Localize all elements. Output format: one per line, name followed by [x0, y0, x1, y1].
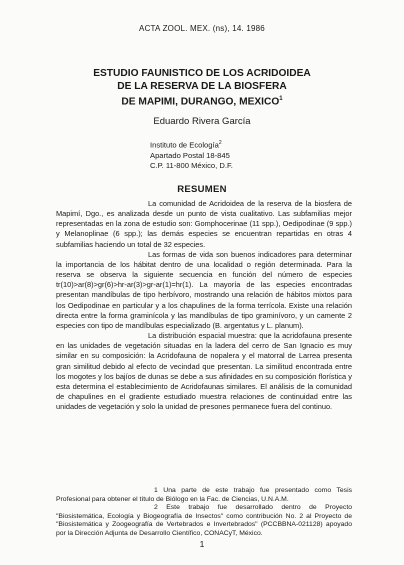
title-line-text: DE MAPIMI, DURANGO, MEXICO	[121, 96, 280, 108]
journal-header: ACTA ZOOL. MEX. (ns), 14. 1986	[139, 24, 265, 33]
title-footnote-marker: 1	[279, 96, 283, 102]
abstract-paragraph: Las formas de vida son buenos indicadores para determinar la importancia de los hábitat dentro de una localidad o región determinada. Para la reserva se observa la siguiente secuencia en función del número de especies tr(10)>ar(8)>gr(6)>hr-ar(3)>gr-ar(1)=hr(1). La mayoría de las especies encontradas presentan mandíbulas de tipo herbívoro, mostrando una relación de hábitos mixtos para los Oedipodinae en particular y a los chapulines de la forma terrícola. Existe una relación directa entre la forma graminícola y las mandíbulas de tipo graminívoro, y un camente 2 especies con tipo de mandíbulas especializado (B. argentatus y L. planum).	[56, 249, 352, 330]
page-number: 1	[199, 539, 205, 549]
article-title	[40, 67, 364, 108]
author-affiliation	[150, 138, 330, 171]
institute-name: Instituto de Ecología	[150, 140, 219, 150]
affiliation-city: C.P. 11-800 México, D.F.	[150, 160, 233, 170]
affiliation-apartado: Apartado Postal 18-845	[150, 150, 230, 160]
author-name: Eduardo Rivera García	[153, 116, 251, 127]
abstract-body	[56, 199, 352, 412]
title-line: ESTUDIO FAUNISTICO DE LOS ACRIDOIDEA	[93, 68, 311, 79]
abstract-paragraph: La distribución espacial muestra: que la acridofauna presente en las unidades de vegetación situadas en la ladera del cerro de San Ignacio es muy similar en su composición: la Acridofauna de nopalera y el matorral de Larrea presenta gran similitud debido al efecto de vecindad que presentan. La similitud encontrada entre los mogotes y los bajíos de dunas se debe a sus afinidades en su composición florística y esta determina el establecimiento de Acridofaunas similares. El análisis de la comunidad de chapulines en el gradiente estudiado muestra relaciones de continuidad entre las unidades de vegetación y solo la unidad de presones permanece fuera del continuo.	[56, 331, 352, 412]
affiliation-footnote-marker: 2	[218, 140, 222, 146]
footnote: 1 Una parte de este trabajo fue presentado como Tesis Profesional para obtener el título de Biólogo en la Fac. de Ciencias, U.N.A.M.	[56, 487, 352, 503]
footnote: 2 Este trabajo fue desarrollado dentro de Proyecto "Biosistemática, Ecología y Biogeografía de Insectos" como contribución No. 2 al Proyecto de "Biosistemática y Zoogeografía de Vertebrados e Invertebrados" (PCCBBNA-021128) apoyado por la Dirección Adjunta de Desarrollo Científico, CONACyT, México.	[56, 504, 352, 537]
section-heading: RESUMEN	[177, 184, 227, 195]
abstract-paragraph: La comunidad de Acridoidea de la reserva de la biosfera de Mapimí, Dgo., es analizada desde un punto de vista cualitativo. Las subfamilias mejor representadas en la zona de estudio son: Gomphocerinae (11 spp.), Oedipodinae (9 spp.) y Melanoplinae (6 spp.); las demás especies se encuentran repartidas en otras 4 subfamilias haciendo un total de 32 especies.	[56, 199, 352, 249]
affiliation-institute	[150, 138, 330, 151]
title-line: DE LA RESERVA DE LA BIOSFERA	[117, 81, 287, 92]
footnotes	[56, 487, 352, 539]
title-line	[40, 93, 364, 108]
